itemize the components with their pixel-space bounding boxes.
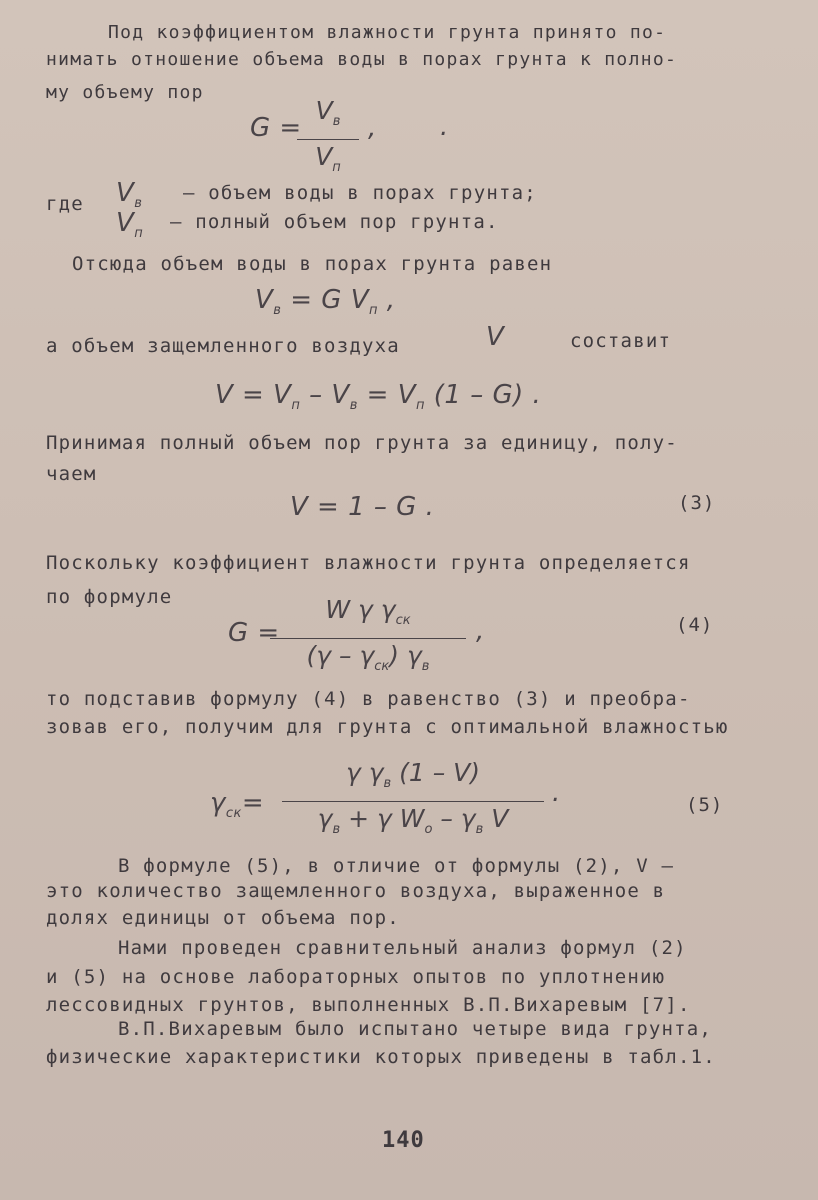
formula-v: $V = V_п - V_в = V_п$ (1 – G) . xyxy=(215,380,542,413)
paragraph-6-line-1: то подставив формулу (4) в равенство (3) и преобра- xyxy=(46,688,691,710)
formula-4-number: (4) xyxy=(676,614,714,636)
formula-5-fraction xyxy=(282,758,544,845)
formula-g-dot: . xyxy=(440,112,449,142)
paragraph-3-text-b: составит xyxy=(570,330,672,352)
paragraph-1-line-1: Под коэффициентом влажности грунта принято по- xyxy=(108,22,667,43)
formula-4-lhs: G = xyxy=(228,618,280,648)
paragraph-5-line-1: Поскольку коэффициент влажности грунта определяется xyxy=(46,552,691,574)
paragraph-3-text-a: а объем защемленного воздуха xyxy=(46,335,400,357)
formula-5-number: (5) xyxy=(686,794,724,816)
paragraph-5-line-2: по формуле xyxy=(46,586,173,608)
formula-g-lhs: G = xyxy=(250,113,302,143)
paragraph-2: Отсюда объем воды в порах грунта равен xyxy=(72,253,553,275)
formula-vv: $V_в = G$ $V_п$ , xyxy=(255,285,396,318)
formula-g-fraction xyxy=(297,96,359,183)
formula-g-numerator: $V_в$ xyxy=(315,96,341,129)
formula-4-comma: , xyxy=(476,616,485,646)
formula-g-comma: , xyxy=(368,113,377,143)
formula-g-denominator: $V_п$ xyxy=(315,142,341,175)
formula-5-numerator: γ $\gamma_в$ (1 – V) xyxy=(345,758,481,791)
where-item-1: – объем воды в порах грунта; xyxy=(183,182,537,204)
where-word: где xyxy=(46,193,84,215)
paragraph-6-line-2: зовав его, получим для грунта с оптимальной влажностью xyxy=(46,716,729,738)
paragraph-4-line-1: Принимая полный объем пор грунта за единицу, полу- xyxy=(46,432,678,454)
formula-5-dot: . xyxy=(552,778,561,808)
where-symbol-vp: $V_п$ xyxy=(116,208,144,241)
paragraph-8-line-3: лессовидных грунтов, выполненных В.П.Вихаревым [7]. xyxy=(46,994,691,1016)
where-item-2: – полный объем пор грунта. xyxy=(170,211,499,233)
formula-3-number: (3) xyxy=(678,492,716,514)
paragraph-8-line-1: Нами проведен сравнительный анализ формул (2) xyxy=(118,937,687,959)
paragraph-7-line-2: это количество защемленного воздуха, выраженное в xyxy=(46,880,666,902)
formula-4-numerator: W γ $\gamma_{ск}$ xyxy=(325,595,411,628)
paragraph-7-line-3: долях единицы от объема пор. xyxy=(46,907,400,929)
page-number: 140 xyxy=(382,1128,425,1153)
where-symbol-vv: $V_в$ xyxy=(116,178,143,211)
paragraph-1-line-3: му объему пор xyxy=(46,82,204,103)
paragraph-7-line-1: В формуле (5), в отличие от формулы (2), V – xyxy=(118,855,675,877)
formula-3: V = 1 – G . xyxy=(290,492,435,522)
paragraph-3-symbol: V xyxy=(486,322,505,352)
formula-5-denominator: $\gamma_в + \gamma$ $W_о - \gamma_в$ V xyxy=(317,804,509,837)
formula-4-denominator: $(\gamma - \gamma_{ск})$ $\gamma_в$ xyxy=(306,641,430,674)
formula-4-fraction xyxy=(270,595,466,682)
paragraph-1-line-2: нимать отношение объема воды в порах грунта к полно- xyxy=(46,49,678,70)
paragraph-9-line-2: физические характеристики которых приведены в табл.1. xyxy=(46,1046,716,1068)
paragraph-4-line-2: чаем xyxy=(46,463,97,485)
paragraph-8-line-2: и (5) на основе лабораторных опытов по уплотнению xyxy=(46,966,666,988)
formula-5-lhs: $\gamma_{ск}=$ xyxy=(210,788,265,821)
paragraph-9-line-1: В.П.Вихаревым было испытано четыре вида грунта, xyxy=(118,1018,713,1040)
